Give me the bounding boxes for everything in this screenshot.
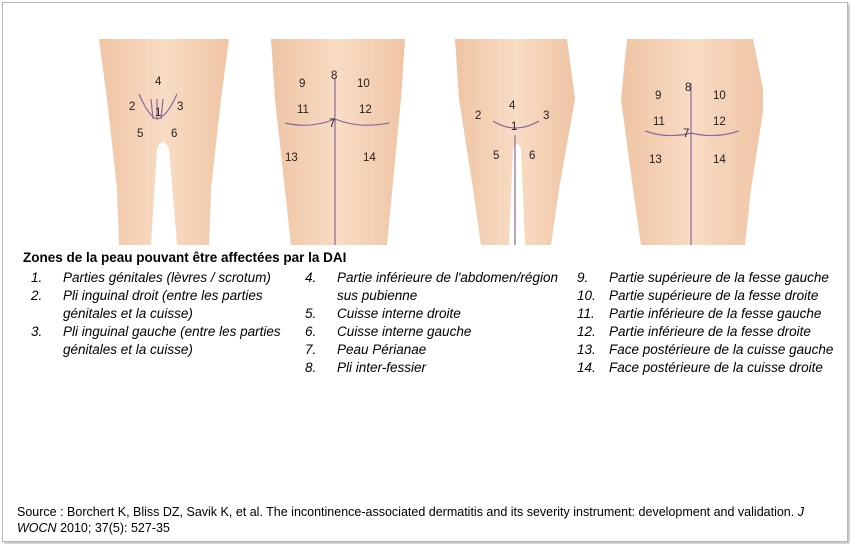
zone-8-label: 8 [331, 70, 338, 82]
zone-11-label: 11 [297, 104, 309, 116]
legend-item [577, 359, 845, 377]
zone-4-label: 4 [509, 100, 516, 112]
zone-13-label: 13 [285, 152, 298, 164]
legend-item-text: Pli inguinal droit (entre les parties génitales et la cuisse) [63, 288, 263, 321]
legend-item-number: 8. [305, 360, 317, 375]
zone-9-label: 9 [655, 90, 662, 102]
male-back-silhouette [271, 39, 405, 245]
legend-item [31, 287, 291, 323]
legend-item [305, 323, 567, 341]
legend-item-text: Parties génitales (lèvres / scrotum) [63, 270, 271, 285]
legend-item-text: Cuisse interne gauche [337, 324, 472, 339]
legend-item-text: Face postérieure de la cuisse droite [609, 360, 823, 375]
legend-item-text: Pli inter-fessier [337, 360, 427, 375]
source-citation [17, 504, 837, 536]
legend-item-number: 6. [305, 324, 317, 339]
legend-item [31, 269, 291, 287]
female-back-silhouette [621, 39, 763, 245]
figure-frame [2, 2, 848, 542]
legend-item [577, 305, 845, 323]
figure-male-front [99, 39, 229, 245]
legend-item [31, 323, 291, 359]
zone-7-label: 7 [329, 118, 336, 130]
zone-11-label: 11 [653, 116, 665, 128]
zone-3-label: 3 [543, 110, 550, 122]
zone-12-label: 12 [713, 116, 726, 128]
legend-item-text: Partie supérieure de la fesse droite [609, 288, 819, 303]
legend-item-number: 5. [305, 306, 317, 321]
legend-item [305, 359, 567, 377]
zone-14-label: 14 [713, 154, 726, 166]
legend-item [305, 341, 567, 359]
zone-13-label: 13 [649, 154, 662, 166]
legend-item-text: Peau Périanae [337, 342, 427, 357]
legend-item-text: Partie inférieure de la fesse gauche [609, 306, 822, 321]
source-journal: J WOCN [17, 505, 804, 535]
legend-item-text: Partie inférieure de l'abdomen/région sus pubienne [337, 270, 558, 303]
zone-10-label: 10 [357, 78, 370, 90]
zone-5-label: 5 [493, 150, 500, 162]
legend-item-number: 13. [577, 342, 596, 357]
zone-1-label: 1 [511, 121, 518, 133]
zone-10-label: 10 [713, 90, 726, 102]
zone-1-label: 1 [155, 107, 162, 119]
legend-item-text: Cuisse interne droite [337, 306, 461, 321]
zone-6-label: 6 [529, 150, 536, 162]
legend-item [577, 341, 845, 359]
legend-column-3 [577, 269, 845, 377]
zone-3-label: 3 [177, 101, 184, 113]
legend-item-number: 7. [305, 342, 317, 357]
legend-item-number: 3. [31, 324, 43, 339]
legend-item-number: 14. [577, 360, 596, 375]
legend-item-number: 4. [305, 270, 317, 285]
source-suffix: 2010; 37(5): 527-35 [60, 521, 170, 535]
zone-12-label: 12 [359, 104, 372, 116]
zone-2-label: 2 [129, 101, 136, 113]
legend-item-text: Partie supérieure de la fesse gauche [609, 270, 829, 285]
zone-9-label: 9 [299, 78, 306, 90]
male-front-silhouette [99, 39, 229, 245]
legend-item [577, 287, 845, 305]
figure-female-front [455, 39, 575, 245]
zone-8-label: 8 [685, 82, 692, 94]
legend-title: Zones de la peau pouvant être affectées par la DAI [23, 250, 347, 265]
body-zones-diagram [99, 39, 763, 245]
legend-item-text: Pli inguinal gauche (entre les parties génitales et la cuisse) [63, 324, 281, 357]
legend-item [577, 269, 845, 287]
legend-item-number: 2. [31, 288, 43, 303]
legend-item-number: 11. [577, 306, 595, 321]
zone-4-label: 4 [155, 76, 162, 88]
legend-item-number: 10. [577, 288, 596, 303]
legend-item [577, 323, 845, 341]
zone-2-label: 2 [475, 110, 482, 122]
legend-item [305, 305, 567, 323]
zone-7-label: 7 [683, 128, 690, 140]
zone-5-label: 5 [137, 128, 144, 140]
zone-14-label: 14 [363, 152, 376, 164]
legend-column-2 [305, 269, 567, 377]
zone-6-label: 6 [171, 128, 178, 140]
legend-item-number: 1. [31, 270, 43, 285]
legend-item-number: 9. [577, 270, 589, 285]
legend-item-number: 12. [577, 324, 596, 339]
legend-column-1 [31, 269, 291, 359]
legend-item-text: Partie inférieure de la fesse droite [609, 324, 811, 339]
figure-female-back [621, 39, 763, 245]
legend-item-text: Face postérieure de la cuisse gauche [609, 342, 834, 357]
figure-male-back [271, 39, 405, 245]
source-prefix: Source : Borchert K, Bliss DZ, Savik K, et al. The incontinence-associated dermatitis and its severity instrument: development and validation. [17, 505, 795, 519]
legend-item [305, 269, 567, 305]
